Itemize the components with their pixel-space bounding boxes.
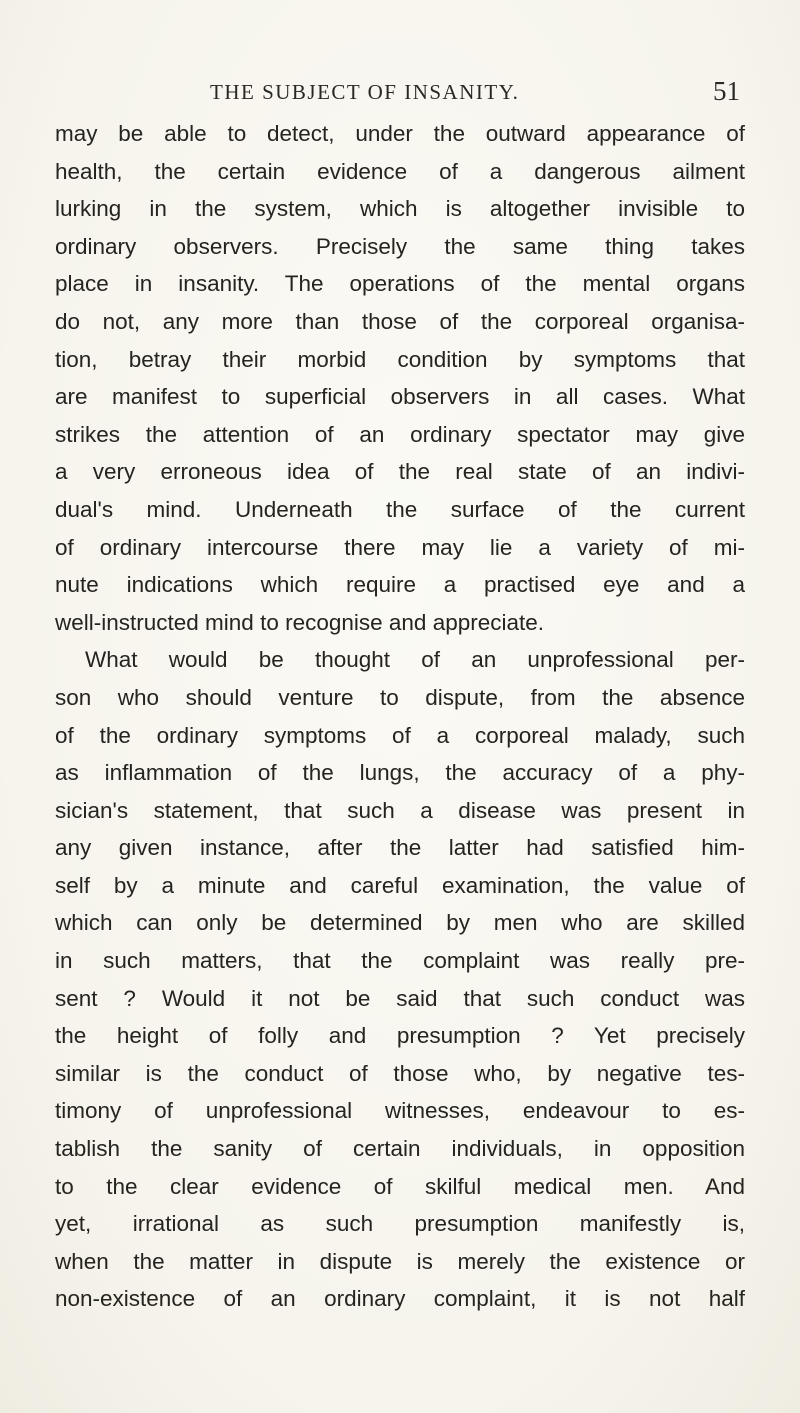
text-line: a very erroneous idea of the real state of an indivi-: [55, 459, 745, 485]
text-line: of the ordinary symptoms of a corporeal malady, such: [55, 722, 745, 748]
text-line: to the clear evidence of skilful medical men. And: [55, 1173, 745, 1199]
paragraph-end-line: well-instructed mind to recognise and appreciate.: [55, 609, 545, 635]
running-title: THE SUBJECT OF INSANITY.: [210, 80, 520, 104]
text-line: son who should venture to dispute, from the absence: [55, 684, 745, 710]
text-line: when the matter in dispute is merely the existence or: [55, 1248, 745, 1274]
text-line: are manifest to superficial observers in all cases. What: [55, 384, 745, 410]
text-line: strikes the attention of an ordinary spectator may give: [55, 421, 745, 447]
text-line: in such matters, that the complaint was really pre-: [55, 948, 745, 974]
text-line: the height of folly and presumption ? Yet precisely: [55, 1023, 745, 1049]
text-line: any given instance, after the latter had satisfied him-: [55, 835, 745, 861]
text-line: tablish the sanity of certain individuals, in opposition: [55, 1136, 745, 1162]
text-line: yet, irrational as such presumption manifestly is,: [55, 1211, 745, 1237]
page-number: 51: [713, 76, 740, 106]
text-line: self by a minute and careful examination, the value of: [55, 872, 745, 898]
text-line: tion, betray their morbid condition by symptoms that: [55, 346, 745, 372]
running-head: [210, 76, 740, 116]
text-line: of ordinary intercourse there may lie a variety of mi-: [55, 534, 745, 560]
text-line: do not, any more than those of the corporeal organisa-: [55, 308, 745, 334]
text-line: which can only be determined by men who are skilled: [55, 910, 745, 936]
body-text: [55, 115, 745, 1318]
text-line: may be able to detect, under the outward appearance of: [55, 121, 745, 146]
text-line: lurking in the system, which is altogether invisible to: [55, 196, 745, 222]
paragraph-start-line: What would be thought of an unprofessional per-: [85, 647, 745, 673]
text-line: as inflammation of the lungs, the accuracy of a phy-: [55, 760, 745, 786]
text-line: similar is the conduct of those who, by negative tes-: [55, 1060, 745, 1086]
text-line: non-existence of an ordinary complaint, it is not half: [55, 1286, 745, 1312]
text-line: health, the certain evidence of a dangerous ailment: [55, 158, 745, 184]
text-line: place in insanity. The operations of the mental organs: [55, 271, 745, 297]
text-line: sician's statement, that such a disease was present in: [55, 797, 745, 823]
text-line: nute indications which require a practised eye and a: [55, 572, 745, 598]
text-line: ordinary observers. Precisely the same thing takes: [55, 233, 745, 259]
text-line: timony of unprofessional witnesses, endeavour to es-: [55, 1098, 745, 1124]
text-line: dual's mind. Underneath the surface of the current: [55, 496, 745, 522]
text-line: sent ? Would it not be said that such conduct was: [55, 985, 745, 1011]
